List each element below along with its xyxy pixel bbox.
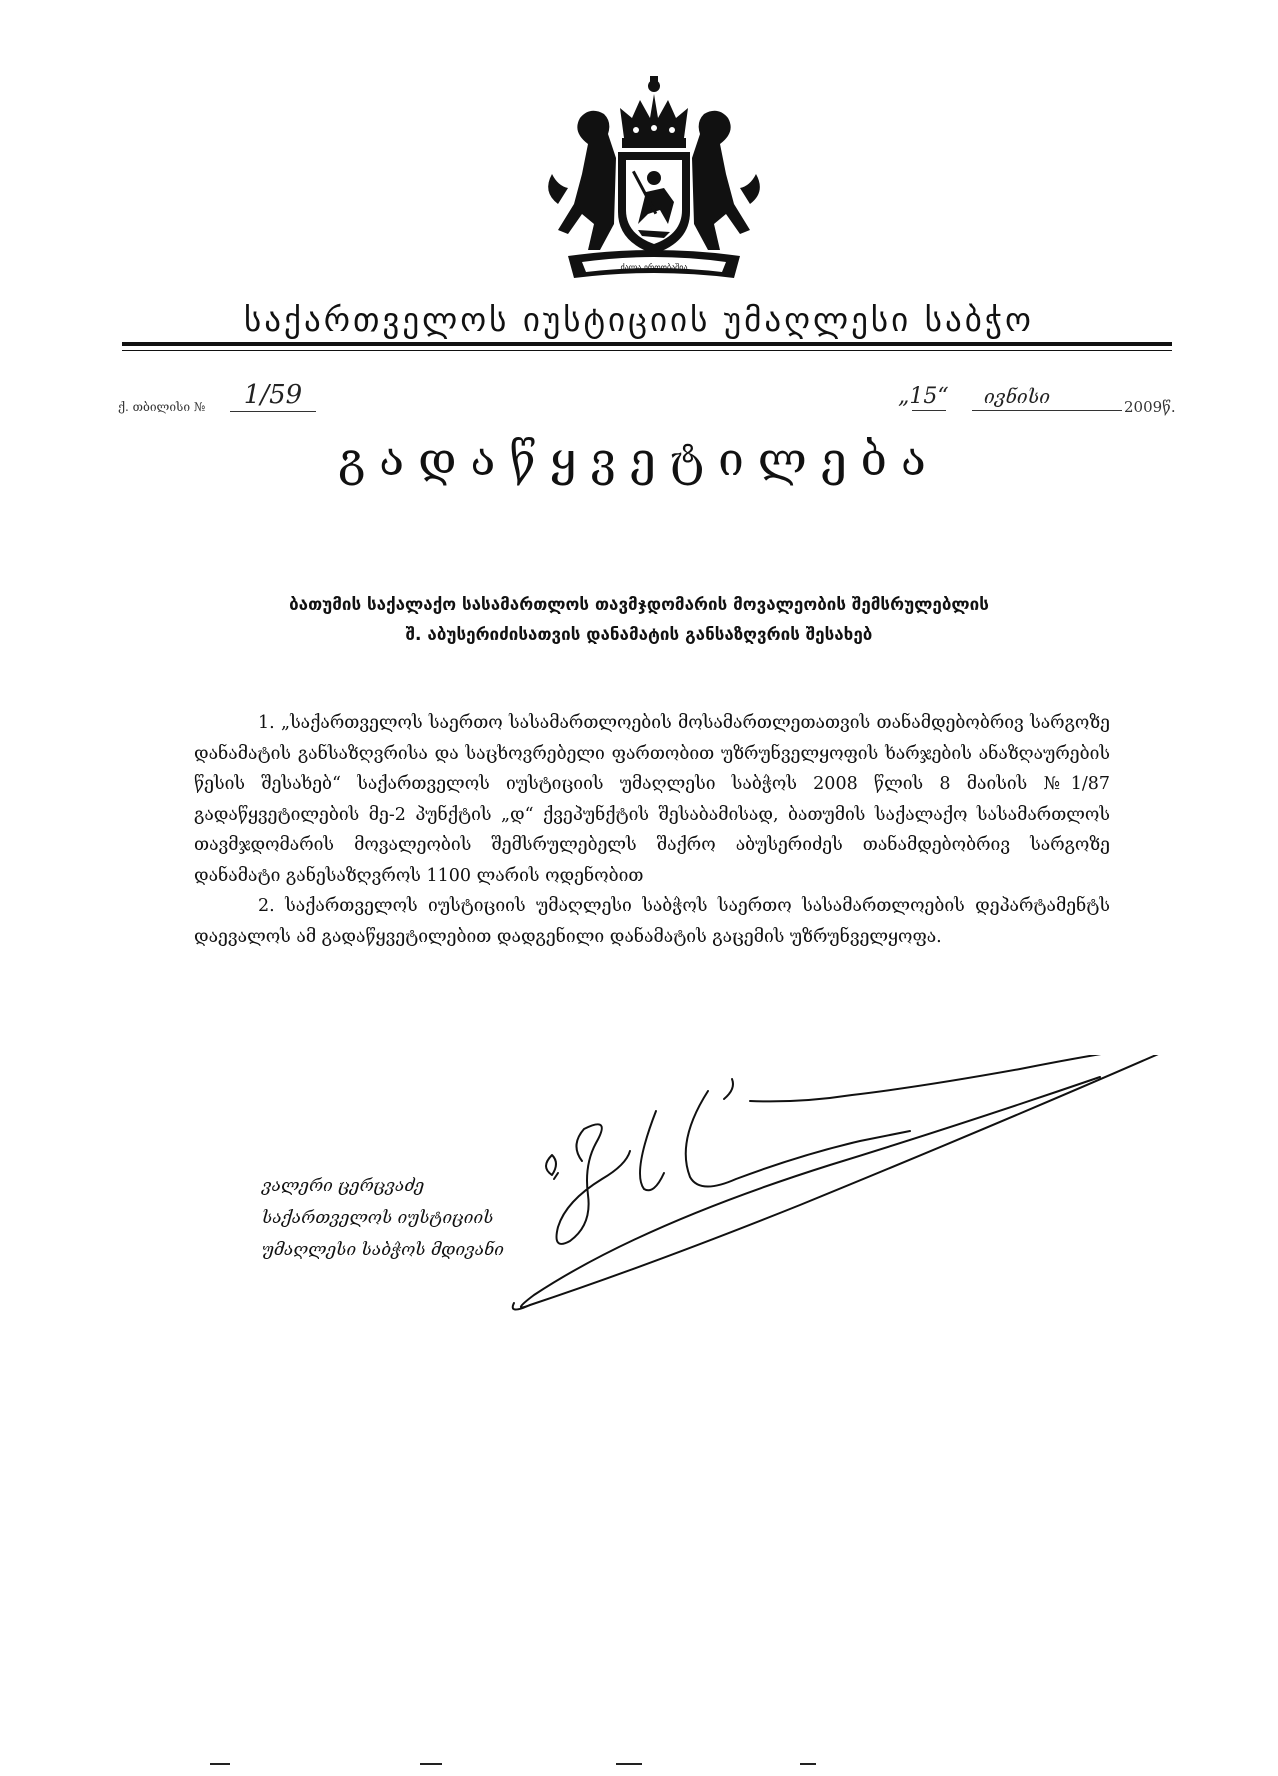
header-rule-thin xyxy=(122,350,1172,351)
body-paragraph-1: 1. „საქართველოს საერთო სასამართლოების მოსამართლეთათვის თანამდებობრივ სარგოზე დანამატის განსაზღვრისა და საცხოვრებელი ფართობით უზრუნველყოფის ხარჯების ანაზღაურების წესის შესახებ“ საქართველოს იუსტიციის უმაღლესი საბჭოს 2008 წლის 8 მაისის №1/87 გადაწყვეტილების მე-2 პუნქტის „დ“ ქვეპუნქტის შესაბამისად, ბათუმის საქალაქო სასამართლოს თავმჯდომარის მოვალეობის შემსრულებელს შაქრო აბუსერიძეს თანამდებობრივ სარგოზე დანამატი განესაზღვროს 1100 ლარის ოდენობით xyxy=(194,713,1110,886)
date-month: ივნისი xyxy=(984,386,1051,408)
subject-line-2: შ. აბუსერიძისათვის დანამატის განსაზღვრის შესახებ xyxy=(405,625,873,645)
date-year: 2009წ. xyxy=(1124,398,1176,416)
signatory-title-line-1: საქართველოს იუსტიციის xyxy=(262,1208,494,1228)
coat-of-arms-emblem xyxy=(528,74,780,290)
date-day-underline xyxy=(912,410,946,411)
crest-motto: ძალა ერთობაშია xyxy=(620,263,688,272)
decision-number-underline xyxy=(230,411,316,412)
footer-mark xyxy=(616,1763,642,1765)
footer-mark xyxy=(420,1763,442,1765)
document-subject xyxy=(120,590,1158,650)
date-month-underline xyxy=(972,410,1122,411)
subject-line-1: ბათუმის საქალაქო სასამართლოს თავმჯდომარის მოვალეობის შემსრულებლის xyxy=(289,595,989,615)
handwritten-signature xyxy=(500,1055,1200,1355)
decision-number: 1/59 xyxy=(243,380,303,410)
footer-mark xyxy=(800,1763,816,1765)
header-rule-thick xyxy=(122,342,1172,346)
document-title: გადაწყვეტილება xyxy=(338,432,940,486)
date-day: „15“ xyxy=(898,384,949,409)
institution-header: საქართველოს იუსტიციის უმაღლესი საბჭო xyxy=(244,300,1034,339)
signatory-name: ვალერი ცერცვაძე xyxy=(262,1176,425,1196)
signatory-title-line-2: უმაღლესი საბჭოს მდივანი xyxy=(262,1240,504,1260)
document-body xyxy=(194,708,1110,952)
footer-mark xyxy=(210,1763,230,1765)
body-paragraph-2: 2. საქართველოს იუსტიციის უმაღლესი საბჭოს საერთო სასამართლოების დეპარტამენტს დაევალოს ამ გადაწყვეტილებით დადგენილი დანამატის გაცემის უზრუნველყოფა. xyxy=(194,896,1110,947)
decision-number-label: ქ. თბილისი № xyxy=(118,400,206,414)
signatory-block xyxy=(262,1170,504,1266)
